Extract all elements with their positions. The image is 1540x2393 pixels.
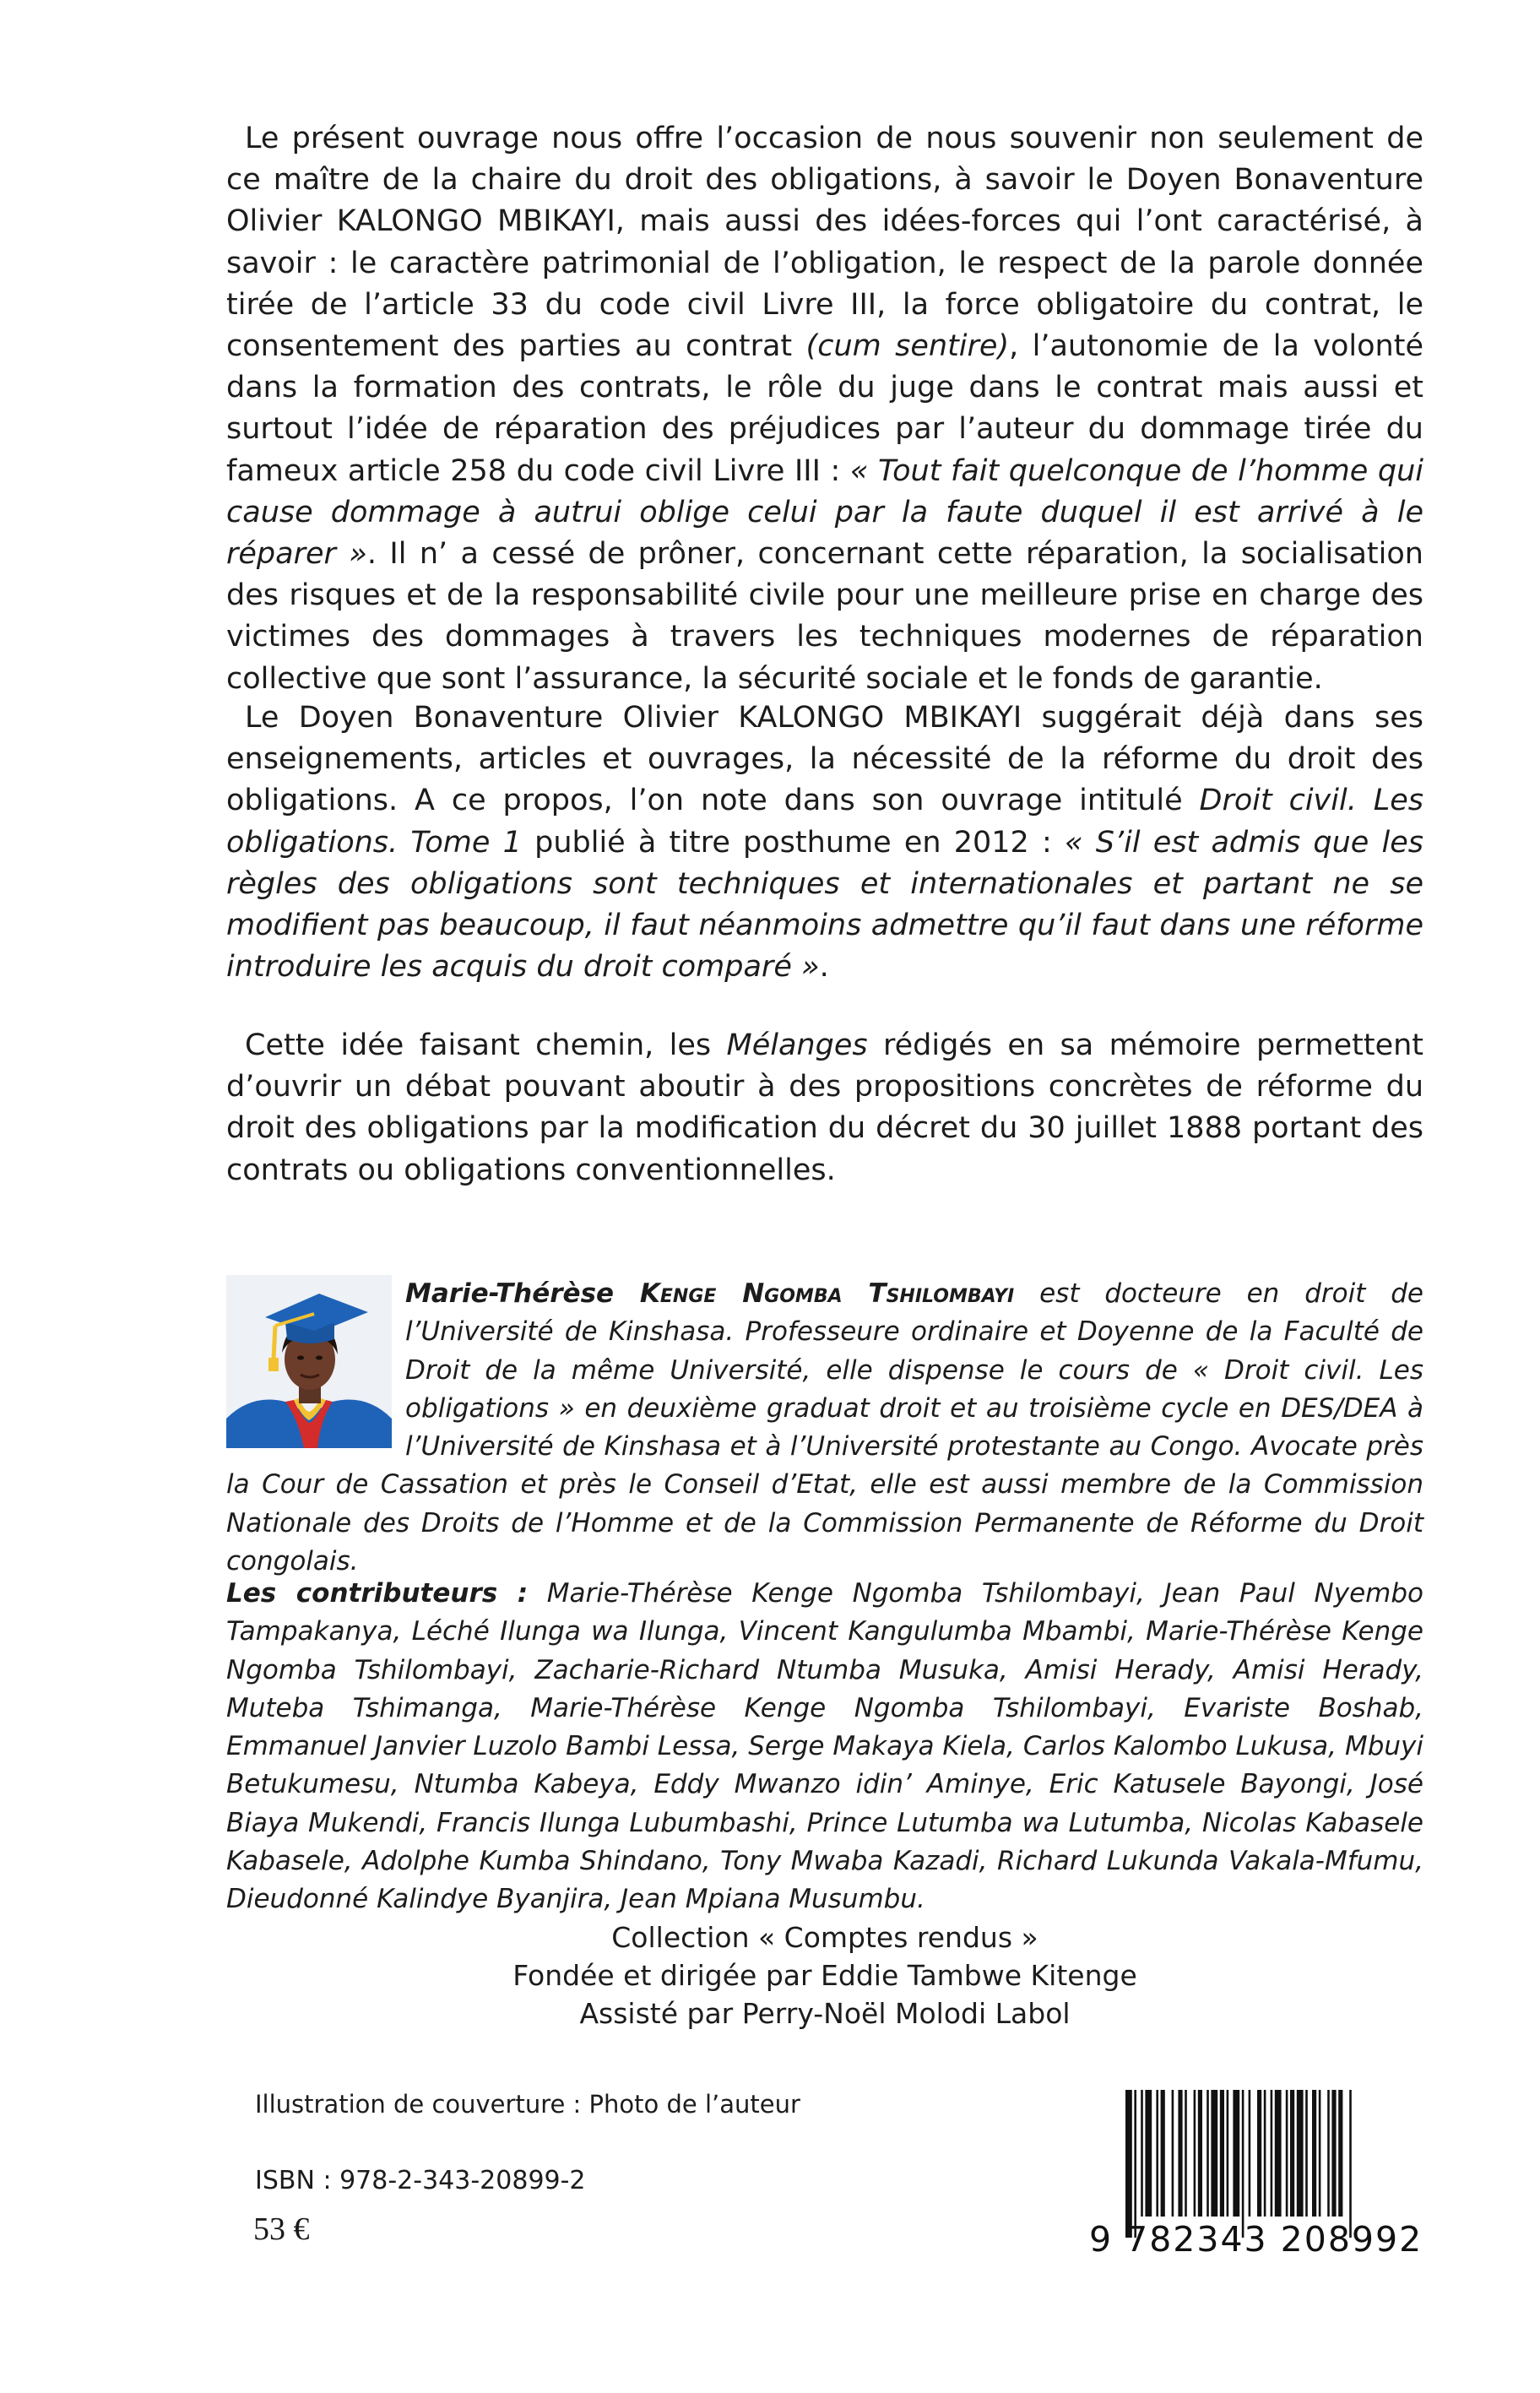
barcode-bar: [1257, 2090, 1261, 2217]
text-span: Le présent ouvrage nous offre l’occasion de nous souvenir non seulement de ce maître de la chaire du droit des obligations, à savoir le Doyen Bonaventure Olivier KALONGO MBIKAYI, mais aussi des idées-forces qui l’ont caractérisé, à savoir : le caractère patrimonial de l’obligation, le respect de la parole donnée tirée de l’article 33 du code civil Livre III, la force obligatoire du contrat, le consentement des parties au contrat: [226, 122, 1423, 364]
text-span: publié à titre posthume en 2012 :: [521, 825, 1065, 860]
barcode-bar: [1331, 2090, 1336, 2217]
barcode-bar: [1264, 2090, 1266, 2217]
illustration-credit: Illustration de couverture : Photo de l’auteur: [255, 2090, 800, 2119]
barcode-bar: [1194, 2090, 1196, 2217]
text-span: , l’autonomie de la volonté dans la formation des contrats, le rôle du juge dans le contrat mais aussi et surtout l’idée de réparation des préjudices par l’auteur du dommage tirée du fameux article 258 du code civil Livre III :: [226, 329, 1423, 488]
barcode-bar: [1161, 2090, 1165, 2217]
barcode-bar: [1141, 2090, 1143, 2217]
text-span: .: [819, 950, 829, 985]
barcode-bar: [1156, 2090, 1158, 2217]
text-span: Le Doyen Bonaventure Olivier KALONGO MBIKAYI suggérait déjà dans ses enseignements, articles et ouvrages, la nécessité de la réforme du droit des obligations. A ce propos, l’on note dans son ouvrage intitulé: [226, 701, 1423, 818]
barcode-bar: [1271, 2090, 1273, 2217]
collection-name: Collection « Comptes rendus »: [611, 1921, 1038, 1954]
barcode-bar: [1319, 2090, 1321, 2217]
collection-info: [226, 1918, 1423, 2032]
barcode-bar: [1312, 2090, 1316, 2217]
barcode-bar: [1327, 2090, 1330, 2217]
contributors-label: Les contributeurs :: [226, 1578, 529, 1609]
contributors-list: [226, 1575, 1423, 1919]
barcode-bar: [1227, 2090, 1229, 2217]
barcode-bar: [1290, 2090, 1294, 2217]
collection-assistant: Assisté par Perry-Noël Molodi Labol: [579, 1997, 1071, 2030]
barcode-bar: [1211, 2090, 1217, 2217]
barcode-bar: [1125, 2090, 1132, 2238]
barcode-bar: [1185, 2090, 1187, 2217]
body-paragraph-1: [226, 118, 1423, 700]
body-paragraph-3: [226, 1025, 1423, 1191]
barcode-bar: [1305, 2090, 1308, 2217]
author-biography: [226, 1275, 1423, 1581]
barcode-bar: [1286, 2090, 1288, 2217]
bio-text: est docteure en droit de l’Université de Kinshasa. Professeure ordinaire et Doyenne de la Faculté de Droit de la même Université, elle dispense le cours de « Droit civil. Les obligations » en deuxième graduat droit et au troisième cycle en DES/DEA à l’Université de Kinshasa et à l’Université protestante au Congo. Avocate près la Cour de Cassation et près le Conseil d’Etat, elle est aussi membre de la Commission Nationale des Droits de l’Homme et de la Commission Permanente de Réforme du Droit congolais.: [226, 1278, 1423, 1577]
book-title-italic: Droit civil. Les obligations. Tome 1: [226, 784, 1423, 860]
barcode-bar: [1178, 2090, 1182, 2217]
barcode-bar: [1249, 2090, 1251, 2217]
barcode-bar: [1338, 2090, 1342, 2217]
barcode-bar: [1297, 2090, 1304, 2217]
text-span: rédigés en sa mémoire permettent d’ouvrir un débat pouvant aboutir à des propositions concrètes de réforme du droit des obligations par la modification du décret du 30 juillet 1888 portant des contrats ou obligations conventionnelles.: [226, 1028, 1424, 1187]
barcode-bar: [1233, 2090, 1239, 2217]
collection-founder: Fondée et dirigée par Eddie Tambwe Kitenge: [512, 1959, 1137, 1992]
author-first-name: Marie-Thérèse: [405, 1278, 640, 1309]
italic-span: (cum sentire): [805, 329, 1010, 364]
barcode-digits: 9 782343 208992: [1089, 2219, 1423, 2260]
quote-italic: « S’il est admis que les règles des obligations sont techniques et internationales et partant ne se modifient pas beaucoup, il faut néanmoins admettre qu’il faut dans une réforme introduire les acquis du droit comparé »: [226, 825, 1423, 985]
barcode-bar: [1145, 2090, 1152, 2217]
barcode-bar: [1242, 2090, 1244, 2238]
barcode-bar: [1198, 2090, 1202, 2217]
text-span: Cette idée faisant chemin, les: [245, 1028, 727, 1062]
contributors-names: Marie-Thérèse Kenge Ngomba Tshilombayi, Jean Paul Nyembo Tampakanya, Léché Ilunga wa Ilunga, Vincent Kangulumba Mbambi, Marie-Thérèse Kenge Ngomba Tshilombayi, Zacharie-Richard Ntumba Musuka, Amisi Herady, Amisi Herady, Muteba Tshimanga, Marie-Thérèse Kenge Ngomba Tshilombayi, Evariste Boshab, Emmanuel Janvier Luzolo Bambi Lessa, Serge Makaya Kiela, Carlos Kalombo Lukusa, Mbuyi Betukumesu, Ntumba Kabeya, Eddy Mwanzo idin’ Aminye, Eric Katusele Bayongi, José Biaya Mukendi, Francis Ilunga Lubumbashi, Prince Lutumba wa Lutumba, Nicolas Kabasele Kabasele, Adolphe Kumba Shindano, Tony Mwaba Kazadi, Richard Lukunda Vakala-Mfumu, Dieudonné Kalindye Byanjira, Jean Mpiana Musumbu.: [226, 1578, 1423, 1915]
barcode-bar: [1207, 2090, 1209, 2217]
barcode-bar: [1134, 2090, 1136, 2238]
isbn: ISBN : 978-2-343-20899-2: [255, 2166, 586, 2195]
barcode-bar: [1220, 2090, 1224, 2217]
author-surname: Kenge Ngomba Tshilombayi: [639, 1278, 1015, 1309]
body-paragraph-2: [226, 697, 1423, 988]
italic-span: Mélanges: [726, 1028, 868, 1062]
barcode-bar: [1275, 2090, 1282, 2217]
text-span: . Il n’ a cessé de prôner, concernant cette réparation, la socialisation des risques et de la responsabilité civile pour une meilleure prise en charge des victimes des dommages à travers les techniques modernes de réparation collective que sont l’assurance, la sécurité sociale et le fonds de garantie.: [226, 537, 1423, 696]
quote-italic: « Tout fait quelconque de l’homme qui cause dommage à autrui oblige celui par la faute duquel il est arrivé à le réparer »: [226, 453, 1424, 572]
price: 53 €: [253, 2211, 310, 2247]
barcode-bar: [1349, 2090, 1352, 2238]
barcode-bar: [1172, 2090, 1174, 2217]
